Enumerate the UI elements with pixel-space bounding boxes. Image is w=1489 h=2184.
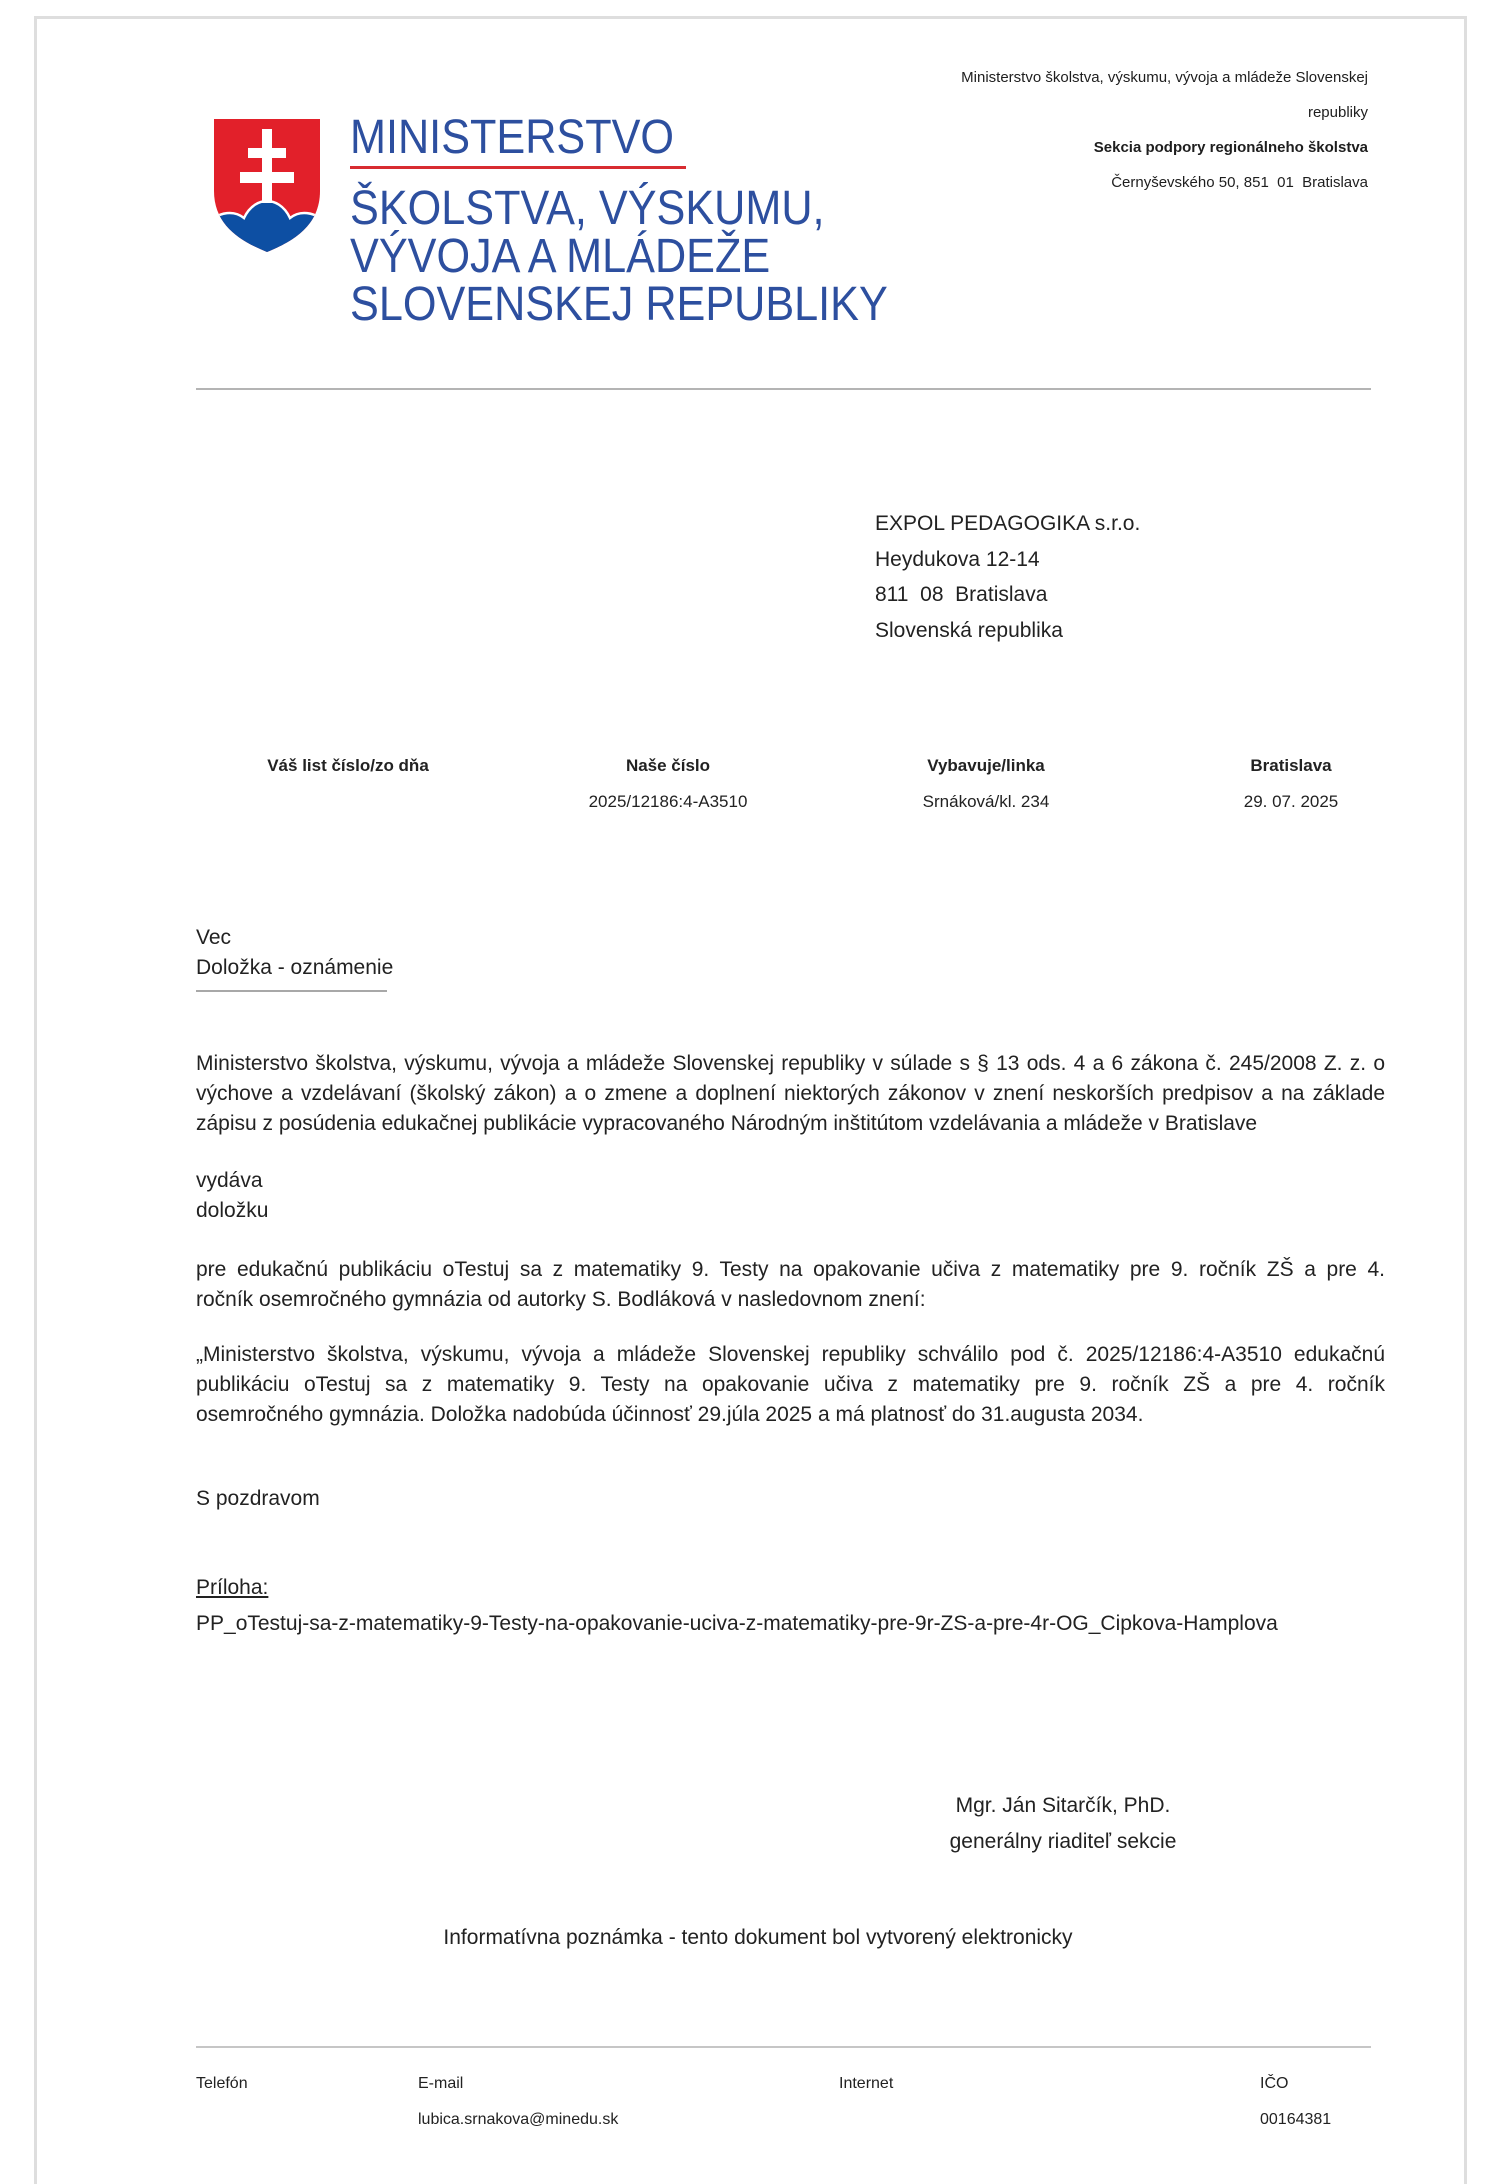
subject-text: Doložka - oznámenie	[196, 956, 394, 979]
logo-red-rule	[350, 166, 686, 169]
logo-line-3: VÝVOJA A MLÁDEŽE	[350, 230, 771, 283]
header-divider	[196, 388, 1371, 390]
logo-wordmark	[350, 0, 980, 340]
date-value: 29. 07. 2025	[1243, 792, 1339, 811]
recipient-address	[875, 506, 1140, 648]
our-number-label: Naše číslo	[625, 756, 711, 775]
footer-ico-value: 00164381	[1260, 2111, 1332, 2128]
subject-underline	[196, 990, 387, 992]
logo-line-4: SLOVENSKEJ REPUBLIKY	[350, 278, 888, 331]
ref-col-place-date	[1141, 754, 1441, 814]
signatory-name: Mgr. Ján Sitarčík, PhD.	[955, 1794, 1171, 1817]
recipient-city: 811 08 Bratislava	[875, 583, 1048, 606]
logo-line-2: ŠKOLSTVA, VÝSKUMU,	[350, 182, 825, 235]
ref-col-handled-by	[836, 754, 1136, 814]
paragraph-line: Ministerstvo školstva, výskumu, vývoja a mládeže Slovenskej republiky v súlade s § 13 ods. 4 a 6 zákona č. 245/2008 Z. z. o	[196, 1052, 1385, 1075]
signature-block	[813, 1788, 1313, 1860]
recipient-name: EXPOL PEDAGOGIKA s.r.o.	[875, 512, 1141, 535]
issues-verb: vydáva	[196, 1169, 263, 1192]
footer-divider	[196, 2046, 1371, 2048]
informative-note: Informatívna poznámka - tento dokument bol vytvorený elektronicky	[443, 1926, 1073, 1949]
sender-name-line1: Ministerstvo školstva, výskumu, vývoja a mládeže Slovenskej	[961, 69, 1368, 86]
closing-greeting: S pozdravom	[196, 1487, 320, 1510]
paragraph-line: ročník osemročného gymnázia od autorky S. Bodláková v nasledovnom znení:	[196, 1288, 926, 1311]
attachment-filename: PP_oTestuj-sa-z-matematiky-9-Testy-na-opakovanie-uciva-z-matematiky-pre-9r-ZS-a-pre-4r-OG_Cipkova-Hamplova	[196, 1612, 1278, 1635]
handled-by-value: Srnáková/kl. 234	[922, 792, 1050, 811]
your-letter-label: Váš list číslo/zo dňa	[267, 756, 429, 775]
logo-line-1: MINISTERSTVO	[350, 111, 675, 164]
ref-col-our-number	[518, 754, 818, 814]
paragraph-clause-quote	[196, 1340, 1385, 1430]
footer-email-value: lubica.srnakova@minedu.sk	[418, 2111, 619, 2128]
paragraph-line: zápisu z posúdenia edukačnej publikácie vypracovaného Národným inštitútom vzdelávania a mládeže v Bratislave	[196, 1112, 1258, 1135]
recipient-country: Slovenská republika	[875, 618, 1063, 642]
handled-by-label: Vybavuje/linka	[927, 756, 1045, 775]
paragraph-line: osemročného gymnázia. Doložka nadobúda účinnosť 29.júla 2025 a má platnosť do 31.augusta 2034.	[196, 1403, 1144, 1426]
paragraph-line: pre edukačnú publikáciu oTestuj sa z matematiky 9. Testy na opakovanie učiva z matematiky pre 9. ročník ZŠ a pre 4.	[196, 1258, 1385, 1281]
paragraph-legal-basis	[196, 1049, 1385, 1139]
sender-name-line2: republiky	[1307, 104, 1368, 121]
attachment-label: Príloha:	[196, 1576, 269, 1599]
sender-section: Sekcia podpory regionálneho školstva	[1093, 139, 1368, 156]
issues-object: doložku	[196, 1199, 269, 1222]
slovak-coat-of-arms-icon	[212, 117, 322, 254]
ref-col-your-letter	[198, 754, 498, 778]
sender-address: Černyševského 50, 851 01 Bratislava	[1111, 174, 1368, 191]
place-label: Bratislava	[1250, 756, 1332, 775]
issues-block	[196, 1166, 268, 1226]
paragraph-line: publikáciu oTestuj sa z matematiky 9. Testy na opakovanie učiva z matematiky pre 9. ročník ZŠ a pre 4. ročník	[196, 1373, 1385, 1396]
paragraph-line: výchove a vzdelávaní (školský zákon) a o zmene a doplnení niektorých zákonov v znení neskorších predpisov a na základe	[196, 1082, 1385, 1105]
our-number-value: 2025/12186:4-A3510	[588, 792, 748, 811]
footer-internet-label: Internet	[839, 2075, 894, 2092]
footer-ico-label: IČO	[1260, 2075, 1289, 2092]
footer-email-label: E-mail	[418, 2075, 464, 2092]
paragraph-publication	[196, 1255, 1385, 1315]
recipient-street: Heydukova 12-14	[875, 547, 1040, 571]
signatory-title: generálny riaditeľ sekcie	[949, 1830, 1177, 1853]
sender-header	[961, 60, 1368, 200]
footer-phone-label: Telefón	[196, 2075, 248, 2092]
paragraph-line: „Ministerstvo školstva, výskumu, vývoja a mládeže Slovenskej republiky schválilo pod č. 2025/12186:4-A3510 edukačnú	[196, 1343, 1385, 1366]
subject-label: Vec	[196, 926, 232, 949]
